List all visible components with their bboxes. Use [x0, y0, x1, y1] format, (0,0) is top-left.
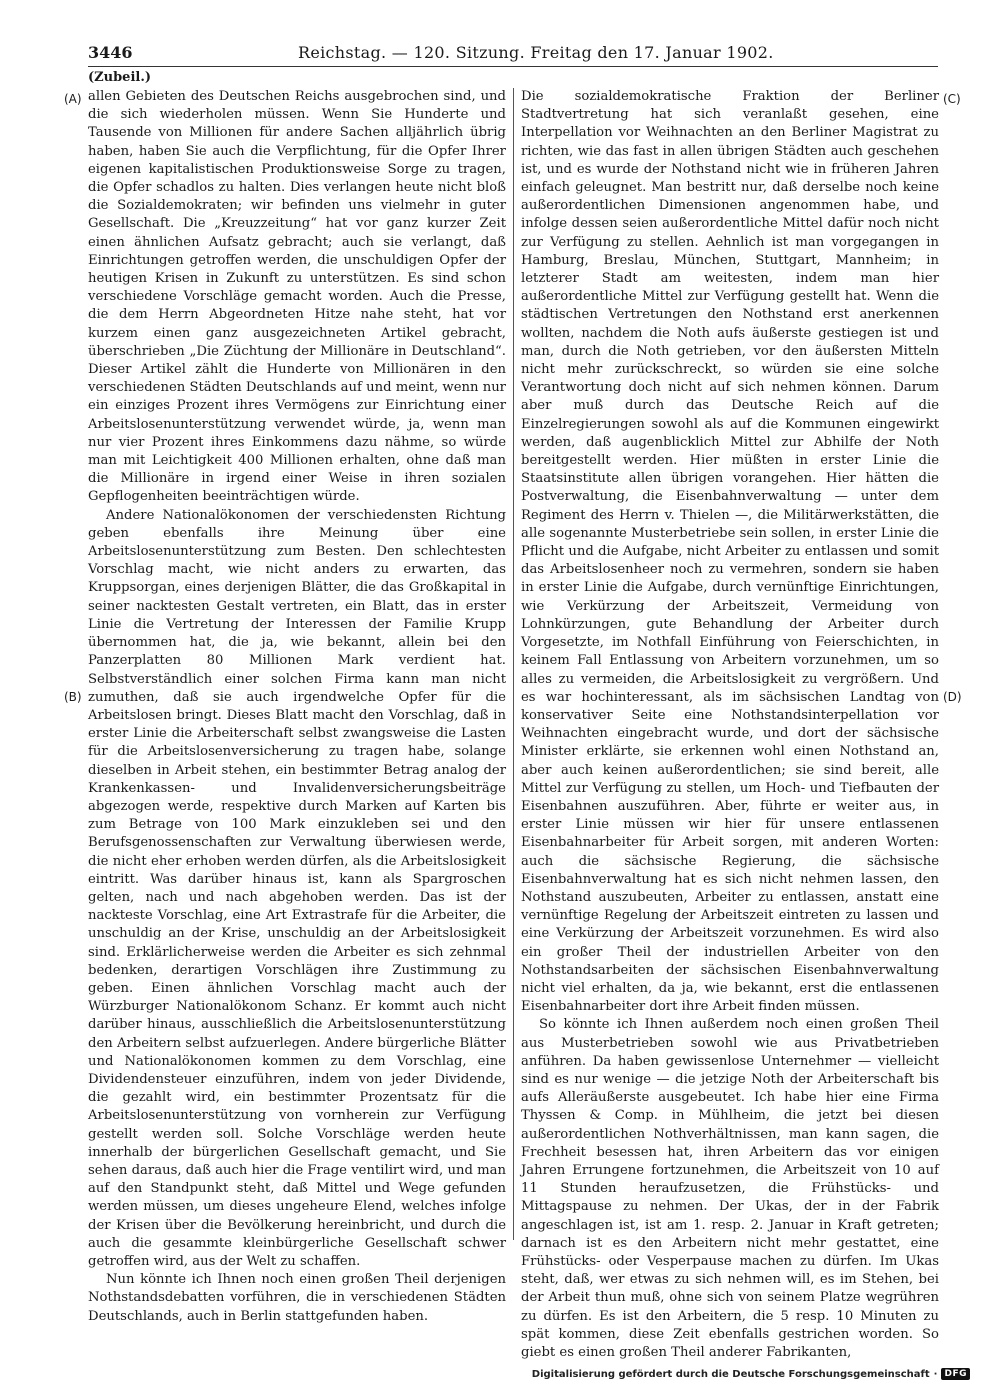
- left-column: [88, 88, 506, 1324]
- column-divider: [513, 88, 514, 1240]
- paragraph: Die sozialdemokratische Fraktion der Berliner Stadtvertretung hat sich veranlaßt gesehen, eine Interpellation vor Weihnachten an den Berliner Magistrat zu richten, wie das fast in allen übrigen Städten auch geschehen ist, und es wurde der Nothstand nicht wie in früheren Jahren einfach geleugnet. Man bestritt nur, daß derselbe noch keine außerordentlichen Dimensionen angenommen habe, und infolge dessen seien außerordentliche Mittel dafür noch nicht zur Verfügung zu stellen. Aehnlich ist man vorgegangen in Hamburg, Breslau, München, Stuttgart, Mannheim; in letzterer Stadt am weitesten, indem man hier außerordentliche Mittel zur Verfügung gestellt hat. Wenn die städtischen Vertretungen den Nothstand erst anerkennen wollten, nachdem die Noth aufs äußerste gestiegen ist und man, durch die Noth getrieben, vor den äußersten Mitteln nicht mehr zurückschreckt, so würden sie eine solche Verantwortung doch nicht auf sich nehmen können. Darum aber muß durch das Deutsche Reich auf die Einzelregierungen sowohl als auf die Kommunen eingewirkt werden, daß augenblicklich Mittel zur Abhilfe der Noth bereitgestellt werden. Hier müßten in erster Linie die Staatsinstitute allen übrigen vorangehen. Hier hätten die Postverwaltung, die Eisenbahnverwaltung — unter dem Regiment des Herrn v. Thielen —, die Militärwerkstätten, die alle sogenannte Musterbetriebe sein sollen, in erster Linie die Pflicht und die Aufgabe, nicht Arbeiter zu entlassen und somit das Arbeitslosenheer noch zu vermehren, sondern sie haben in erster Linie die Aufgabe, durch vernünftige Einrichtungen, wie Verkürzung der Arbeitszeit, Vermeidung von Lohnkürzungen, gute Behandlung der Arbeiter durch Vorgesetzte, im Nothfall Einführung von Feierschichten, in keinem Fall Entlassung von Arbeitern vorzunehmen, um so alles zu vermeiden, die Arbeitslosigkeit zu vergrößern. Und es war hochinteressant, als im sächsischen Landtag von konservativer Seite eine Nothstandsinterpellation vor Weihnachten eingebracht wurde, und dort der sächsische Minister erklärte, sie erkennen wohl einen Nothstand an, aber auch keinen außerordentlichen; sie sind bereit, alle Mittel zur Verfügung zu stellen, um Hoch- und Tiefbauten der Eisenbahnen auszuführen. Aber, führte er weiter aus, in erster Linie müssen wir hier für unsere entlassenen Eisenbahnarbeiter für Arbeit sorgen, mit anderen Worten: auch die sächsische Regierung, die sächsische Eisenbahnverwaltung hat es sich nicht nehmen lassen, den Nothstand auszubeuten, Arbeiter zu entlassen, anstatt eine vernünftige Regelung der Arbeitszeit eintreten zu lassen und eine Verkürzung der Arbeitszeit vorzunehmen. Es wird also ein großer Theil der industriellen Arbeiter von den Nothstandsarbeiten der sächsischen Eisenbahnverwaltung nicht viel erhalten, da ja, wie bekannt, erst die entlassenen Eisenbahnarbeiter dort ihre Arbeit finden müssen.: [521, 89, 939, 1015]
- page-number: 3446: [88, 43, 133, 62]
- paragraph: allen Gebieten des Deutschen Reichs ausgebrochen sind, und die sich wiederholen müssen. Wenn Sie Hunderte und Tausende von Millionen für andere Sachen alljährlich übrig haben, haben Sie auch die Verpflichtung, für die Opfer Ihrer eigenen kapitalistischen Produktionsweise Sorge zu tragen, die Opfer schadlos zu halten. Dies verlangen heute nicht bloß die Sozialdemokraten; wir befinden uns vielmehr in guter Gesellschaft. Die „Kreuzzeitung“ hat vor ganz kurzer Zeit einen ähnlichen Aufsatz gebracht; auch sie verlangt, daß Einrichtungen getroffen werden, die unschuldigen Opfer der heutigen Krisen in Zukunft zu unterstützen. Es sind schon verschiedene Vorschläge gemacht worden. Auch die Presse, die dem Herrn Abgeordneten Hitze nahe steht, hat vor kurzem einen ganz ausgezeichneten Artikel gebracht, überschrieben „Die Züchtung der Millionäre in Deutschland“. Dieser Artikel zählt die Hunderte von Millionären in den verschiedenen Städten Deutschlands auf und meint, wenn nur ein einziges Prozent ihres Vermögens zur Einrichtung einer Arbeitslosenunterstützung verwendet würde, ja, wenn man nur vier Prozent ihres Einkommens dazu nähme, so würde man mit Leichtigkeit 400 Millionen erhalten, ohne daß man die Millionäre in irgend einer Weise in ihren sozialen Gepflogenheiten beeinträchtigen würde.: [88, 89, 506, 505]
- header-rule: [88, 66, 938, 67]
- digitization-footer: [532, 1366, 970, 1382]
- paragraph: So könnte ich Ihnen außerdem noch einen großen Theil aus Musterbetrieben sowohl wie aus Privatbetrieben anführen. Da haben gewissenlose Unternehmer — vielleicht sind es nur wenige — die jetzige Noth der Arbeiterschaft bis aufs Alleräußerste ausgebeutet. Ich habe hier eine Firma Thyssen & Comp. in Mühlheim, die jetzt bei diesen außerordentlichen Nothverhältnissen, man kann sagen, die Frechheit besessen hat, ihren Arbeitern das vor einigen Jahren Errungene fortzunehmen, die Arbeitszeit von 10 auf 11 Stunden heraufzusetzen, die Frühstücks- und Mittagspause zu nehmen. Der Ukas, der in der Fabrik angeschlagen ist, ist am 1. resp. 2. Januar in Kraft getreten; darnach ist es den Arbeitern nicht mehr gestattet, eine Frühstücks- oder Vesperpause machen zu dürfen. Im Ukas steht, daß, wer etwas zu sich nehmen will, es im Stehen, bei der Arbeit thun muß, ohne sich von seinem Platze wegrühren zu dürfen. Es ist den Arbeitern, die 5 resp. 10 Minuten zu spät kommen, diese Zeit ebenfalls gestrichen worden. So giebt es einen großen Theil anderer Fabrikanten,: [521, 1017, 939, 1361]
- running-title: Reichstag. — 120. Sitzung. Freitag den 17. Januar 1902.: [298, 43, 774, 62]
- footer-separator: ·: [933, 1368, 938, 1380]
- margin-marker-d: (D): [943, 690, 962, 704]
- margin-marker-b: (B): [64, 690, 82, 704]
- margin-marker-a: (A): [64, 92, 82, 106]
- paragraph: Nun könnte ich Ihnen noch einen großen Theil derjenigen Nothstandsdebatten vorführen, die in verschiedenen Städten Deutschlands, auch in Berlin stattgefunden haben.: [88, 1272, 506, 1324]
- speaker-note: (Zubeil.): [88, 70, 152, 85]
- right-column: [521, 88, 939, 1361]
- footer-text: Digitalisierung gefördert durch die Deutsche Forschungsgemeinschaft: [531, 1368, 930, 1380]
- margin-marker-c: (C): [943, 92, 961, 106]
- dfg-logo: DFG: [941, 1368, 970, 1380]
- running-header: [88, 42, 898, 64]
- paragraph: Andere Nationalökonomen der verschiedensten Richtung geben ebenfalls ihre Meinung über eine Arbeitslosenunterstützung zum Besten. Den schlechtesten Vorschlag macht, wie nicht anders zu erwarten, das Kruppsorgan, eines derjenigen Blätter, die das Großkapital in seiner nacktesten Gestalt vertreten, ein Blatt, das in erster Linie die Vertretung der Interessen der Familie Krupp übernommen hat, die ja, wie bekannt, allein bei den Panzerplatten 80 Millionen Mark verdient hat. Selbstverständlich einer solchen Firma kann man nicht zumuthen, daß sie auch irgendwelche Opfer für die Arbeitslosen bringt. Dieses Blatt macht den Vorschlag, daß in erster Linie die Arbeiterschaft selbst zwangsweise die Lasten für die Arbeitslosenversicherung zu tragen habe, solange dieselben in Arbeit stehen, ein bestimmter Betrag analog der Krankenkassen- und Invalidenversicherungsbeiträge abgezogen werde, respektive durch Marken auf Karten bis zum Betrage von 100 Mark einzukleben sei und den Berufsgenossenschaften zur Verwaltung überwiesen werde, die nicht eher erhoben werden dürfen, als die Arbeitslosigkeit eintritt. Was darüber hinaus ist, kann als Spargroschen gelten, nach und nach abgehoben werden. Das ist der nackteste Vorschlag, eine Art Extrastrafe für die Arbeiter, die unschuldig an der Krise, unschuldig an der Arbeitslosigkeit sind. Erklärlicherweise werden die Arbeiter es sich zehnmal bedenken, derartigen Vorschlägen ihre Zustimmung zu geben. Einen ähnlichen Vorschlag macht auch der Würzburger Nationalökonom Schanz. Er kommt auch nicht darüber hinaus, ausschließlich die Arbeitslosenunterstützung den Arbeitern selbst aufzuerlegen. Andere bürgerliche Blätter und Nationalökonomen kommen zu dem Vorschlag, eine Dividendensteuer einzuführen, indem von jeder Dividende, die gezahlt wird, ein bestimmter Prozentsatz für die Arbeitslosenunterstützung von vornherein zur Verfügung gestellt werden soll. Solche Vorschläge werden heute innerhalb der bürgerlichen Gesellschaft gemacht, und Sie sehen daraus, daß auch hier die Frage ventilirt wird, und man auf den Standpunkt steht, daß Mittel und Wege gefunden werden müssen, um dieses ungeheure Elend, welches infolge der Krisen über die Bevölkerung hereinbricht, und durch die auch die gesammte kleinbürgerliche Gesellschaft schwer getroffen wird, aus der Welt zu schaffen.: [88, 507, 506, 1269]
